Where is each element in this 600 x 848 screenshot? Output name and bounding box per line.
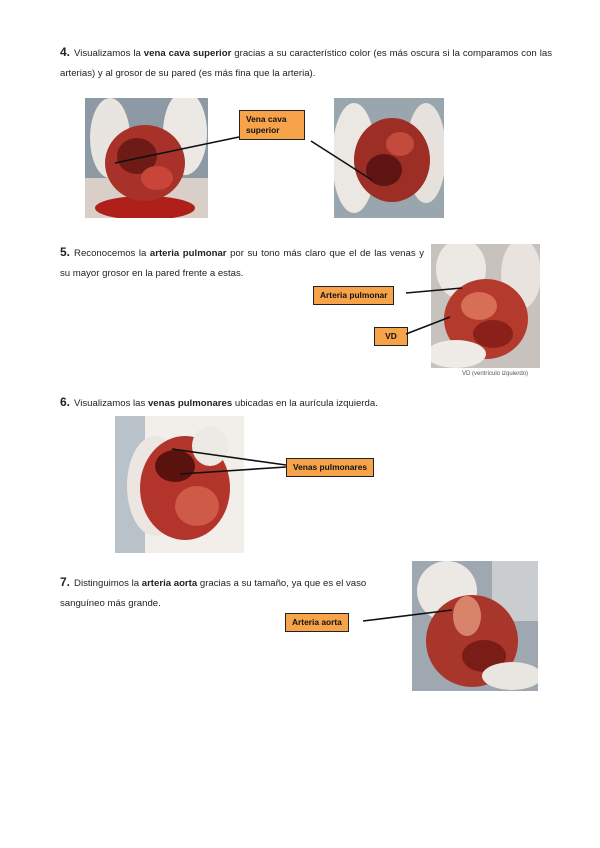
label-venas-pulmonares: Venas pulmonares (286, 458, 374, 477)
heart-photo-right (334, 98, 444, 218)
step-text: Distinguimos la (74, 578, 142, 589)
step-5-text (60, 242, 424, 284)
step-keyword: arteria pulmonar (149, 248, 227, 259)
step-text: gracias a su característico color (es más oscura si la comparamos con las arterias) y al grosor de su pared (es más fina que la arteria). (60, 48, 552, 79)
step-7-text (60, 572, 394, 614)
step-number: 5. (60, 245, 71, 259)
step-text: por su tono más claro que el de las venas y su mayor grosor en la pared frente a estas. (60, 248, 424, 279)
heart-photo-step7 (412, 561, 538, 691)
step-keyword: vena cava superior (143, 48, 232, 59)
heart-photo-step6 (115, 416, 244, 553)
label-vd: VD (374, 327, 408, 346)
step-6-text (60, 392, 540, 414)
label-arteria-aorta: Arteria aorta (285, 613, 349, 632)
step-text: Visualizamos las (74, 398, 148, 409)
step-keyword: venas pulmonares (147, 398, 233, 409)
caption-vd: VD (ventrículo izquierdo) (462, 371, 529, 377)
step-text: gracias a su tamaño, ya que es el vaso sanguíneo más grande. (60, 578, 367, 609)
step-number: 4. (60, 45, 71, 59)
step-number: 6. (60, 395, 71, 409)
step-keyword: arteria aorta (141, 578, 198, 589)
step-number: 7. (60, 575, 71, 589)
step-text: Visualizamos la (74, 48, 144, 59)
label-vena-cava: Vena cava superior (239, 110, 305, 140)
heart-photo-step5 (431, 244, 540, 368)
step-4-text (60, 42, 552, 84)
heart-photo-left (85, 98, 208, 218)
label-arteria-pulmonar: Arteria pulmonar (313, 286, 394, 305)
step-text: ubicadas en la aurícula izquierda. (232, 398, 378, 409)
step-text: Reconocemos la (74, 248, 150, 259)
